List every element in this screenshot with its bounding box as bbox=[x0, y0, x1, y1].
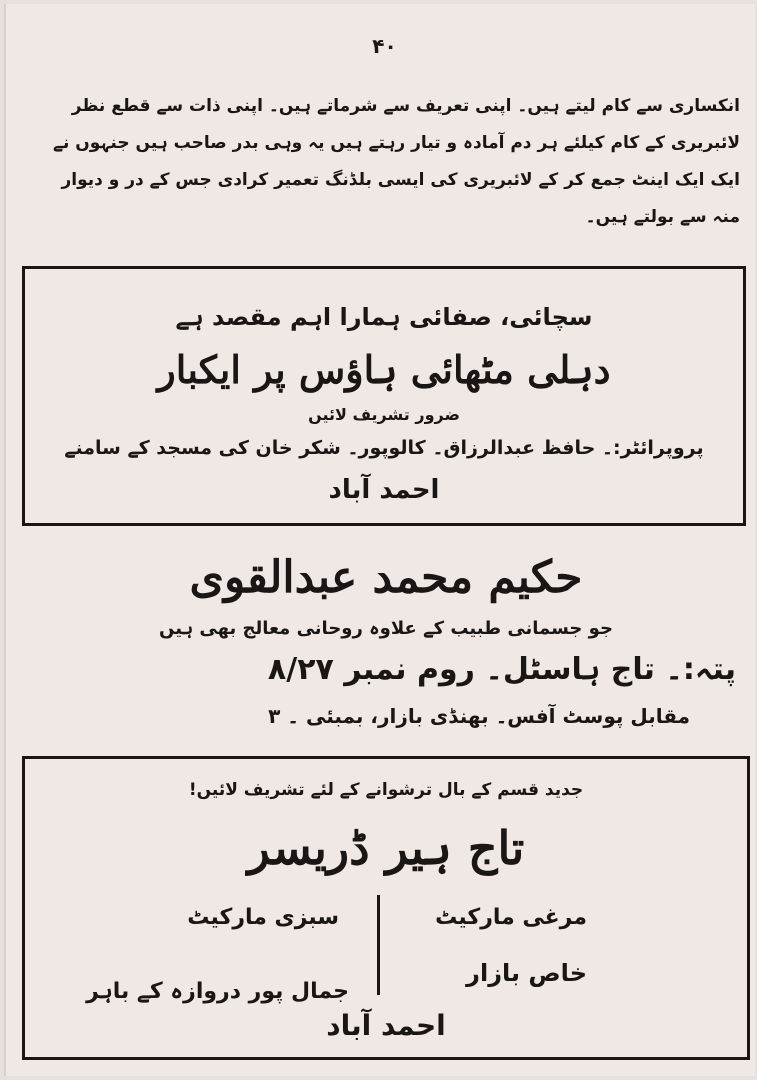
ad-taj-right-bottom: خاص بازار bbox=[466, 959, 587, 987]
ad-hakeem-tagline: جو جسمانی طبیب کے علاوہ روحانی معالج بھی ہیں bbox=[159, 618, 613, 639]
ad-taj-hair-dresser bbox=[22, 756, 750, 1060]
ad-hakeem-address-line2: مقابل پوسٹ آفس۔ بھنڈی بازار، بمبئی ۔ ۳ bbox=[268, 704, 690, 728]
ad-delhi-city: احمد آباد bbox=[328, 475, 440, 505]
ad-delhi-slogan: سچائی، صفائی ہمارا اہم مقصد ہے bbox=[175, 303, 593, 331]
ad-hakeem-address-line1: پتہ:۔ تاج ہاسٹل۔ روم نمبر ۸/۲۷ bbox=[267, 652, 736, 687]
ad-taj-left-bottom: جمال پور دروازہ کے باہر bbox=[86, 979, 349, 1004]
paragraph-line: انکساری سے کام لیتے ہیں۔ اپنی تعریف سے شرماتے ہیں۔ اپنی ذات سے قطع نظر bbox=[71, 96, 740, 116]
page bbox=[4, 4, 755, 1076]
paragraph-line: ایک ایک اینٹ جمع کر کے لائبریری کی ایسی بلڈنگ تعمیر کرادی جس کے در و دیوار bbox=[61, 170, 740, 190]
ad-taj-shop-name: تاج ہیر ڈریسر bbox=[247, 821, 525, 875]
body-paragraph bbox=[26, 88, 740, 236]
ad-delhi-proprietor: پروپرائٹر:۔ حافظ عبدالرزاق۔ کالوپور۔ شکر خان کی مسجد کے سامنے bbox=[64, 437, 704, 459]
ad-delhi-sweets bbox=[22, 266, 746, 526]
ad-hakeem bbox=[22, 552, 750, 748]
ad-taj-invite: جدید قسم کے بال ترشوانے کے لئے تشریف لائیں! bbox=[188, 780, 584, 800]
ad-taj-right-top: مرغی مارکیٹ bbox=[435, 905, 587, 930]
paragraph-line: منہ سے بولتے ہیں۔ bbox=[585, 207, 740, 227]
ad-hakeem-name: حکیم محمد عبدالقوی bbox=[189, 552, 583, 603]
ad-taj-left-top: سبزی مارکیٹ bbox=[187, 905, 339, 930]
ad-delhi-shop-name: دہلی مٹھائی ہاؤس پر ایکبار bbox=[157, 347, 611, 392]
paragraph-line: لائبریری کے کام کیلئے ہر دم آمادہ و تیار رہتے ہیں یہ وہی بدر صاحب ہیں جنہوں نے bbox=[53, 133, 740, 153]
page-number: ۴۰ bbox=[372, 34, 397, 58]
ad-taj-divider bbox=[377, 895, 380, 995]
ad-delhi-invite: ضرور تشریف لائیں bbox=[308, 405, 460, 424]
ad-taj-city: احمد آباد bbox=[326, 1009, 446, 1042]
